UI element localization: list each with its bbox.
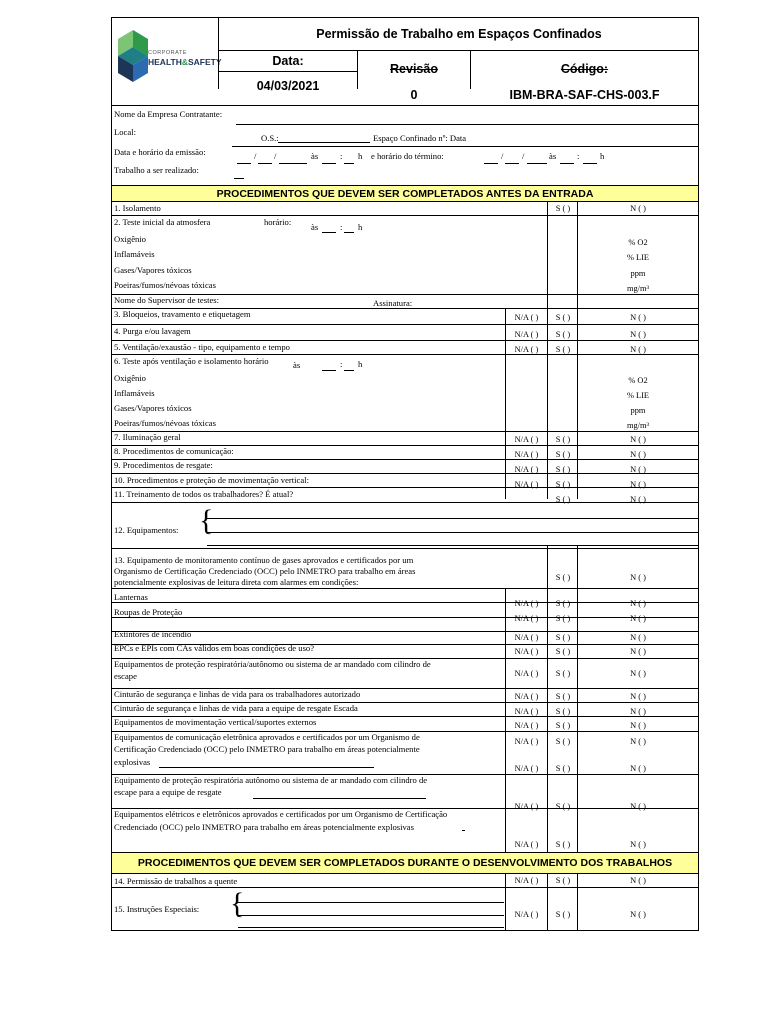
item-4-no[interactable]: N ( ) [630, 330, 646, 339]
harness-rescue-yes[interactable]: S ( ) [555, 707, 571, 716]
os-label: O.S.: [261, 133, 279, 143]
item-9-na[interactable]: N/A ( ) [514, 465, 539, 474]
item-9-no[interactable]: N ( ) [630, 465, 646, 474]
date-label: Data: [272, 54, 304, 68]
test-supervisor-label: Nome do Supervisor de testes: [114, 295, 220, 305]
item-12-brace: { [199, 504, 214, 537]
respiratory-equipment-line-2: escape [114, 671, 137, 681]
rescue-respiratory-line-2: escape para a equipe de resgate [114, 787, 222, 797]
respiratory-equipment-na[interactable]: N/A ( ) [514, 669, 539, 678]
emission-as: às [311, 151, 319, 161]
item-2-toxic-vapors: Gases/Vapores tóxicos [114, 265, 192, 275]
harness-rescue-label: Cinturão de segurança e linhas de vida para a equipe de resgate Escada [114, 703, 358, 713]
electronic-communication-no-top[interactable]: N ( ) [630, 737, 646, 746]
item-8-no[interactable]: N ( ) [630, 450, 646, 459]
harness-workers-yes[interactable]: S ( ) [555, 692, 571, 701]
item-3-no[interactable]: N ( ) [630, 313, 646, 322]
item-6-post-ventilation-test: 6. Teste após ventilação e isolamento horário [114, 356, 269, 366]
end-slash-2: / [522, 151, 525, 161]
item-2-initial-test: 2. Teste inicial da atmosfera [114, 217, 211, 227]
extinguishers-na[interactable]: N/A ( ) [514, 633, 539, 642]
electrical-equipment-line-2: Credenciado (OCC) pelo INMETRO para trabalho em áreas potencialmente explosivas [114, 822, 414, 832]
logo-ampersand: & [181, 57, 188, 67]
epcs-epis-yes[interactable]: S ( ) [555, 647, 571, 656]
item-2-h: h [358, 222, 363, 232]
item-14-no[interactable]: N ( ) [630, 876, 646, 885]
item-8-na[interactable]: N/A ( ) [514, 450, 539, 459]
vertical-movement-equipment-label: Equipamentos de movimentação vertical/suportes externos [114, 717, 317, 727]
item-6-colon: : [340, 359, 343, 369]
item-13-line-1: 13. Equipamento de monitoramento contínuo de gases aprovados e certificados por um [114, 555, 414, 565]
flashlights-label: Lanternas [114, 592, 148, 602]
item-6-toxic-dusts: Poeiras/fumos/névoas tóxicas [114, 418, 216, 428]
code-label: Código: [560, 62, 609, 76]
item-15-special-instructions: 15. Instruções Especiais: [114, 904, 200, 914]
respiratory-equipment-yes[interactable]: S ( ) [555, 669, 571, 678]
item-1-yes[interactable]: S ( ) [555, 204, 571, 213]
emission-slash-2: / [274, 151, 277, 161]
item-6-oxygen: Oxigênio [114, 373, 146, 383]
electronic-communication-line-2: Certificação Credenciado (OCC) pelo INMETRO para trabalho em áreas potencialmente [114, 744, 420, 754]
extinguishers-yes[interactable]: S ( ) [555, 633, 571, 642]
item-8-communication: 8. Procedimentos de comunicação: [114, 446, 234, 456]
item-11-no[interactable]: N ( ) [630, 495, 646, 504]
item-6-h: h [358, 359, 363, 369]
item-9-rescue: 9. Procedimentos de resgate: [114, 460, 213, 470]
item-2-toxic-dusts: Poeiras/fumos/névoas tóxicas [114, 280, 216, 290]
rescue-respiratory-line-1: Equipamento de proteção respiratória autônomo ou sistema de ar mandado com cilindro de [114, 775, 428, 785]
item-6-unit-lie: % LIE [626, 391, 650, 400]
epcs-epis-no[interactable]: N ( ) [630, 647, 646, 656]
item-14-yes[interactable]: S ( ) [555, 876, 571, 885]
item-5-yes[interactable]: S ( ) [555, 345, 571, 354]
item-2-unit-lie: % LIE [626, 253, 650, 262]
protective-clothing-yes[interactable]: S ( ) [555, 614, 571, 623]
rescue-respiratory-no[interactable]: N ( ) [630, 802, 646, 811]
rescue-respiratory-na[interactable]: N/A ( ) [514, 802, 539, 811]
item-10-vertical-movement: 10. Procedimentos e proteção de movimentação vertical: [114, 475, 309, 485]
electronic-communication-na[interactable]: N/A ( ) [514, 764, 539, 773]
harness-workers-na[interactable]: N/A ( ) [514, 692, 539, 701]
end-time-label: e horário do término: [371, 151, 444, 161]
electronic-communication-line-1: Equipamentos de comunicação eletrônica aprovados e certificados por um Organismo de [114, 732, 420, 742]
protective-clothing-label: Roupas de Proteção [114, 607, 183, 617]
item-14-hot-work: 14. Permissão de trabalhos a quente [114, 876, 238, 886]
flashlights-yes[interactable]: S ( ) [555, 599, 571, 608]
item-1-isolation: 1. Isolamento [114, 203, 161, 213]
item-13-line-2: Organismo de Certificação Credenciado (OCC) pelo INMETRO para trabalho em áreas [114, 566, 416, 576]
electrical-equipment-yes[interactable]: S ( ) [555, 840, 571, 849]
item-5-no[interactable]: N ( ) [630, 345, 646, 354]
electronic-communication-yes-top[interactable]: S ( ) [555, 737, 571, 746]
company-logo [118, 28, 222, 86]
section-during-work: PROCEDIMENTOS QUE DEVEM SER COMPLETADOS DURANTE O DESENVOLVIMENTO DOS TRABALHOS [112, 852, 698, 874]
vertical-movement-equipment-yes[interactable]: S ( ) [555, 721, 571, 730]
hexagon-logo-icon [118, 30, 148, 82]
item-3-na[interactable]: N/A ( ) [514, 313, 539, 322]
flashlights-na[interactable]: N/A ( ) [514, 599, 539, 608]
item-2-flammable: Inflamáveis [114, 249, 155, 259]
item-2-unit-o2: % O2 [628, 238, 648, 247]
item-13-no[interactable]: N ( ) [630, 573, 646, 582]
item-6-unit-mgm3: mg/m³ [626, 421, 650, 430]
code-value: IBM-BRA-SAF-CHS-003.F [509, 88, 660, 102]
form-title: Permissão de Trabalho em Espaços Confinados [316, 27, 602, 41]
harness-rescue-no[interactable]: N ( ) [630, 707, 646, 716]
item-1-no[interactable]: N ( ) [630, 204, 646, 213]
item-7-no[interactable]: N ( ) [630, 435, 646, 444]
revision-value: 0 [410, 88, 418, 102]
revision-label: Revisão [390, 62, 438, 76]
item-2-as: às [311, 222, 319, 232]
end-h: h [600, 151, 605, 161]
item-6-unit-o2: % O2 [628, 376, 648, 385]
electronic-communication-line-3: explosivas [114, 757, 151, 767]
item-13-yes[interactable]: S ( ) [555, 573, 571, 582]
vertical-movement-equipment-na[interactable]: N/A ( ) [514, 721, 539, 730]
item-2-oxygen: Oxigênio [114, 234, 146, 244]
electrical-equipment-na[interactable]: N/A ( ) [514, 840, 539, 849]
flashlights-no[interactable]: N ( ) [630, 599, 646, 608]
item-6-unit-ppm: ppm [630, 406, 646, 415]
section-before-entry: PROCEDIMENTOS QUE DEVEM SER COMPLETADOS ANTES DA ENTRADA [112, 185, 698, 202]
item-4-purge: 4. Purga e/ou lavagem [114, 326, 191, 336]
harness-rescue-na[interactable]: N/A ( ) [514, 707, 539, 716]
item-9-yes[interactable]: S ( ) [555, 465, 571, 474]
logo-text-main [148, 57, 222, 67]
item-6-as: às [293, 360, 301, 370]
epcs-epis-na[interactable]: N/A ( ) [514, 647, 539, 656]
date-value: 04/03/2021 [256, 79, 320, 93]
item-10-no[interactable]: N ( ) [630, 480, 646, 489]
electrical-equipment-line-1: Equipamentos elétricos e eletrônicos aprovados e certificados por um Organismo de Certificação [114, 809, 448, 819]
logo-text-corporate: CORPORATE [148, 50, 187, 56]
item-4-yes[interactable]: S ( ) [555, 330, 571, 339]
respiratory-equipment-line-1: Equipamentos de proteção respiratória/autônomo ou sistema de ar mandado com cilindro de [114, 659, 431, 669]
end-slash-1: / [501, 151, 504, 161]
protective-clothing-no[interactable]: N ( ) [630, 614, 646, 623]
item-6-flammable: Inflamáveis [114, 388, 155, 398]
item-7-na[interactable]: N/A ( ) [514, 435, 539, 444]
item-7-yes[interactable]: S ( ) [555, 435, 571, 444]
item-10-yes[interactable]: S ( ) [555, 480, 571, 489]
confined-space-number-label: Espaço Confinado nº: Data [373, 133, 467, 143]
item-2-unit-ppm: ppm [630, 269, 646, 278]
item-12-equipment: 12. Equipamentos: [114, 525, 179, 535]
item-15-na[interactable]: N/A ( ) [514, 910, 539, 919]
item-3-yes[interactable]: S ( ) [555, 313, 571, 322]
item-2-colon: : [340, 222, 343, 232]
item-2-time-label: horário: [264, 217, 292, 227]
signature-label: Assinatura: [373, 298, 413, 308]
item-13-line-3: potencialmente explosivas de leitura direta com alarmes em condições: [114, 577, 359, 587]
end-as: às [549, 151, 557, 161]
item-5-ventilation: 5. Ventilação/exaustão - tipo, equipamento e tempo [114, 342, 290, 352]
item-2-unit-mgm3: mg/m³ [626, 284, 650, 293]
emission-slash-1: / [254, 151, 257, 161]
electrical-equipment-no[interactable]: N ( ) [630, 840, 646, 849]
extinguishers-label: Extintores de incêndio [114, 629, 192, 639]
electronic-communication-no[interactable]: N ( ) [630, 764, 646, 773]
logo-text-health: HEALTH [148, 57, 182, 67]
protective-clothing-na[interactable]: N/A ( ) [514, 614, 539, 623]
location-label: Local: [114, 127, 136, 137]
harness-workers-label: Cinturão de segurança e linhas de vida para os trabalhadores autorizado [114, 689, 361, 699]
vertical-movement-equipment-no[interactable]: N ( ) [630, 721, 646, 730]
item-7-lighting: 7. Iluminação geral [114, 432, 181, 442]
item-15-no[interactable]: N ( ) [630, 910, 646, 919]
emission-h: h [358, 151, 363, 161]
respiratory-equipment-no[interactable]: N ( ) [630, 669, 646, 678]
item-10-na[interactable]: N/A ( ) [514, 480, 539, 489]
item-14-na[interactable]: N/A ( ) [514, 876, 539, 885]
harness-workers-no[interactable]: N ( ) [630, 692, 646, 701]
item-3-lockout: 3. Bloqueios, travamento e etiquetagem [114, 309, 251, 319]
item-11-yes[interactable]: S ( ) [555, 495, 571, 504]
emission-datetime-label: Data e horário da emissão: [114, 147, 206, 157]
rescue-respiratory-yes[interactable]: S ( ) [555, 802, 571, 811]
logo-text-safety: SAFETY [187, 57, 222, 67]
extinguishers-no[interactable]: N ( ) [630, 633, 646, 642]
confined-space-permit-form [111, 17, 699, 931]
end-colon: : [577, 151, 580, 161]
emission-colon: : [340, 151, 343, 161]
contractor-name-label: Nome da Empresa Contratante: [114, 109, 223, 119]
item-15-brace: { [230, 887, 245, 920]
item-15-yes[interactable]: S ( ) [555, 910, 571, 919]
item-4-na[interactable]: N/A ( ) [514, 330, 539, 339]
work-description-label: Trabalho a ser realizado: [114, 165, 199, 175]
item-5-na[interactable]: N/A ( ) [514, 345, 539, 354]
item-6-toxic-vapors: Gases/Vapores tóxicos [114, 403, 192, 413]
electronic-communication-yes[interactable]: S ( ) [555, 764, 571, 773]
item-8-yes[interactable]: S ( ) [555, 450, 571, 459]
item-11-training: 11. Treinamento de todos os trabalhadores? É atual? [114, 489, 294, 499]
epcs-epis-label: EPCs e EPIs com CAs válidos em boas condições de uso? [114, 643, 315, 653]
electronic-communication-na-top[interactable]: N/A ( ) [514, 737, 539, 746]
